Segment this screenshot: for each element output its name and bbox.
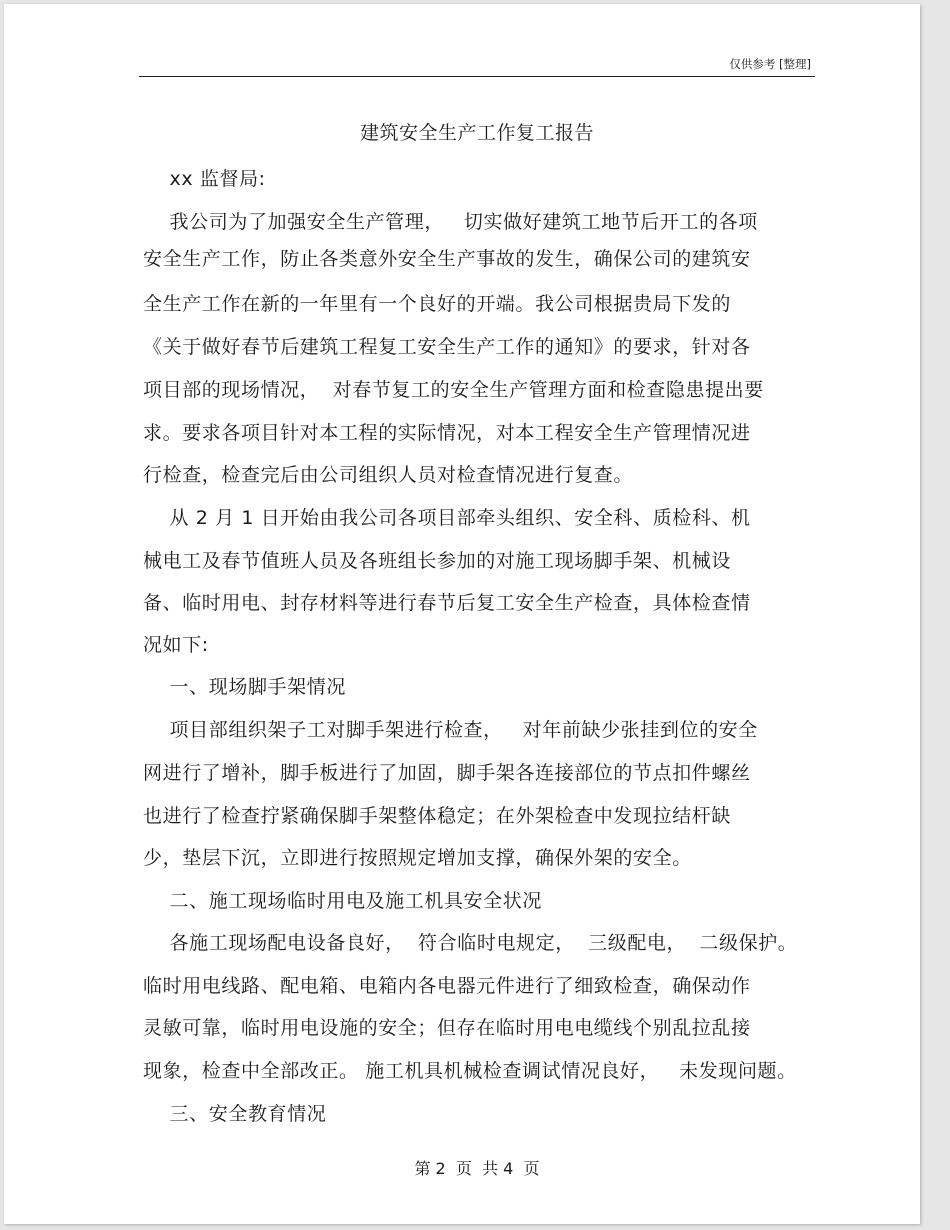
- body-line: 《关于做好春节后建筑工程复工安全生产工作的通知》的要求，针对各: [143, 336, 751, 358]
- body-line: 项目部组织架子工对脚手架进行检查， 对年前缺少张挂到位的安全: [143, 719, 758, 741]
- body-line: 备、临时用电、封存材料等进行春节后复工安全生产检查，具体检查情: [143, 592, 751, 614]
- body-line: 网进行了增补，脚手板进行了加固，脚手架各连接部位的节点扣件螺丝: [143, 762, 751, 784]
- body-line: 全生产工作在新的一年里有一个良好的开端。我公司根据贵局下发的: [143, 293, 732, 315]
- document-page: [4, 4, 920, 1224]
- header-note: 仅供参考 [整理]: [729, 57, 811, 71]
- body-line: 从 2 月 1 日开始由我公司各项目部牵头组织、安全科、质检科、机: [143, 507, 751, 529]
- section-heading: 三、安全教育情况: [143, 1103, 327, 1125]
- body-line: 我公司为了加强安全生产管理， 切实做好建筑工地节后开工的各项: [143, 211, 758, 233]
- body-line: 求。要求各项目针对本工程的实际情况，对本工程安全生产管理情况进: [143, 422, 751, 444]
- body-line: 项目部的现场情况， 对春节复工的安全生产管理方面和检查隐患提出要: [143, 379, 764, 401]
- body-line: 行检查，检查完后由公司组织人员对检查情况进行复查。: [143, 464, 634, 486]
- body-line: 少，垫层下沉，立即进行按照规定增加支撑，确保外架的安全。: [143, 847, 692, 869]
- body-line: 各施工现场配电设备良好， 符合临时电规定， 三级配电， 二级保护。: [143, 932, 798, 954]
- body-line: xx 监督局:: [143, 168, 266, 190]
- page-number-footer: 第 2 页 共 4 页: [414, 1159, 540, 1178]
- body-line: 况如下:: [143, 634, 209, 656]
- section-heading: 一、现场脚手架情况: [143, 676, 346, 698]
- body-line: 临时用电线路、配电箱、电箱内各电器元件进行了细致检查，确保动作: [143, 975, 751, 997]
- section-heading: 二、施工现场临时用电及施工机具安全状况: [143, 890, 542, 912]
- body-line: 械电工及春节值班人员及各班组长参加的对施工现场脚手架、机械设: [143, 550, 732, 572]
- body-line: 安全生产工作，防止各类意外安全生产事故的发生，确保公司的建筑安: [143, 248, 751, 270]
- body-line: 现象，检查中全部改正。 施工机具机械检查调试情况良好， 未发现问题。: [143, 1060, 797, 1082]
- header-divider: [139, 76, 815, 77]
- body-line: 也进行了检查拧紧确保脚手架整体稳定；在外架检查中发现拉结杆缺: [143, 805, 732, 827]
- document-title: 建筑安全生产工作复工报告: [359, 122, 594, 144]
- body-line: 灵敏可靠，临时用电设施的安全；但存在临时用电电缆线个别乱拉乱接: [143, 1017, 751, 1039]
